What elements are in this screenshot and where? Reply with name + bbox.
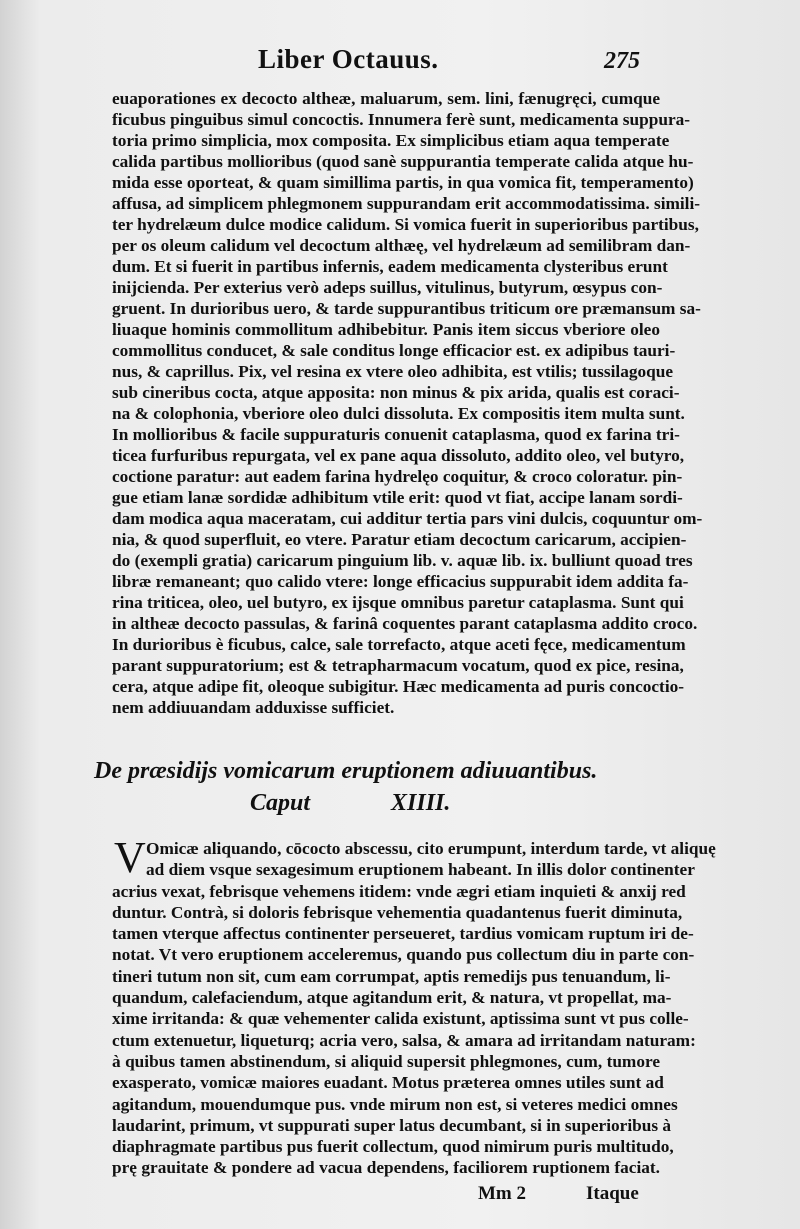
text-line: nem addiuuandam adduxisse sufficiet. xyxy=(112,698,395,717)
text-line: parant suppuratorium; est & tetrapharmacum vocatum, quod ex pice, resina, xyxy=(112,656,684,675)
page-footer xyxy=(0,1183,800,1213)
text-line: in altheæ decocto passulas, & farinâ coquentes parant cataplasma addito croco. xyxy=(112,614,698,633)
text-line: In durioribus è ficubus, calce, sale torrefacto, atque aceti fęce, medicamentum xyxy=(112,635,686,654)
text-line: coctione paratur: aut eadem farina hydrelęo coquitur, & croco coloratur. pin- xyxy=(112,467,683,486)
chapter-text-line: exasperato, vomicæ maiores euadant. Motus præterea omnes utiles sunt ad xyxy=(112,1073,664,1093)
signature-mark: Mm 2 xyxy=(478,1183,527,1204)
chapter-body xyxy=(112,833,716,1179)
catchword: Itaque xyxy=(586,1183,639,1204)
chapter-text-line: ctum extenuetur, liqueturq; acria vero, salsa, & amara ad irritandam naturam: xyxy=(112,1030,696,1050)
text-line: per os oleum calidum vel decoctum althæę, vel hydrelæum ad semilibram dan- xyxy=(112,236,691,255)
chapter-text-line: acrius vexat, febrisque vehemens itidem: vnde ægri etiam inquieti & anxij red xyxy=(112,881,686,901)
body-text xyxy=(112,88,703,718)
chapter-label xyxy=(250,790,550,817)
text-line: gruent. In durioribus uero, & tarde suppurantibus triticum ore præmansum sa- xyxy=(112,299,701,318)
text-line: gue etiam lanæ sordidæ adhibitum vtile erit: quod vt fiat, accipe lanam sordi- xyxy=(112,488,683,507)
text-line: mida esse oporteat, & quam simillima partis, in qua vomica fit, temperamento) xyxy=(112,173,694,192)
drop-cap-letter: V xyxy=(114,833,146,882)
chapter-title: De præsidijs vomicarum eruptionem adiuuantibus. xyxy=(94,758,598,784)
chapter-text-line: diaphragmate partibus pus fuerit collectum, quod nimirum puris multitudo, xyxy=(112,1137,674,1157)
text-line: ter hydrelæum dulce modice calidum. Si vomica fuerit in superioribus partibus, xyxy=(112,215,699,234)
text-line: calida partibus mollioribus (quod sanè suppurantia temperate calida atque hu- xyxy=(112,152,694,171)
chapter-text-line: prę grauitate & pondere ad vacua dependens, faciliorem ruptionem faciat. xyxy=(112,1158,660,1178)
chapter-text-line: notat. Vt vero eruptionem acceleremus, quando pus collectum diu in parte con- xyxy=(112,945,695,965)
chapter-text-line: quandum, calefaciendum, atque agitandum erit, & natura, vt propellat, ma- xyxy=(112,988,672,1008)
page-number: 275 xyxy=(604,48,640,74)
text-line: do (exempli gratia) caricarum pinguium lib. v. aquæ lib. ix. bulliunt quoad tres xyxy=(112,551,693,570)
page-header xyxy=(0,44,800,84)
running-head: Liber Octauus. xyxy=(258,44,439,74)
text-line: euaporationes ex decocto altheæ, maluarum, sem. lini, fænugręci, cumque xyxy=(112,89,660,108)
text-line: libræ remaneant; quo calido vtere: longe efficacius suppurabit idem addita fa- xyxy=(112,572,689,591)
text-line: cera, atque adipe fit, oleoque subigitur. Hæc medicamenta ad puris concoctio- xyxy=(112,677,685,696)
chapter-text-line: ad diem vsque sexagesimum eruptionem habeant. In illis dolor continenter xyxy=(146,860,695,880)
text-line: inijcienda. Per exterius verò adeps suillus, vitulinus, butyrum, œsypus con- xyxy=(112,278,663,297)
caput-word: Caput xyxy=(250,790,311,816)
text-line: dum. Et si fuerit in partibus infernis, eadem medicamenta clysteribus erunt xyxy=(112,257,668,276)
chapter-text-line: Omicæ aliquando, cōcocto abscessu, cito erumpunt, interdum tarde, vt aliquę xyxy=(146,839,716,858)
chapter-text-line: à quibus tamen abstinendum, si aliquid supersit phlegmones, cum, tumore xyxy=(112,1051,660,1071)
text-line: toria primo simplicia, mox composita. Ex simplicibus etiam aqua temperate xyxy=(112,131,670,150)
text-line: sub cineribus cocta, atque apposita: non minus & pix arida, qualis est coraci- xyxy=(112,383,680,402)
chapter-text-line: xime irritanda: & quæ vehementer calida existunt, aptissima sunt vt pus colle- xyxy=(112,1009,689,1029)
text-line: dam modica aqua maceratam, cui additur tertia pars vini dulcis, coquuntur om- xyxy=(112,509,703,528)
text-line: nus, & caprillus. Pix, vel resina ex vtere oleo adhibita, est vtilis; tussilagoque xyxy=(112,362,674,381)
chapter-text-line: agitandum, mouendumque pus. vnde mirum non est, si veteres medici omnes xyxy=(112,1094,678,1114)
text-line: commollitus conducet, & sale conditus longe efficacior est. ex adipibus tauri- xyxy=(112,341,676,360)
text-line: ficubus pinguibus simul concoctis. Innumera ferè sunt, medicamenta suppura- xyxy=(112,110,691,129)
text-line: In mollioribus & facile suppuraturis conuenit cataplasma, quod ex farina tri- xyxy=(112,425,680,444)
chapter-text-line: laudarint, primum, vt suppurati super latus decumbant, si in superioribus à xyxy=(112,1115,672,1135)
caput-number: XIIII. xyxy=(391,790,451,816)
text-line: nia, & quod superfluit, eo vtere. Paratur etiam decoctum caricarum, accipien- xyxy=(112,530,687,549)
chapter-text-line: tineri tutum non sit, cum eam corrumpat, aptis remedijs pus tenuandum, li- xyxy=(112,966,671,986)
text-line: affusa, ad simplicem phlegmonem suppurandam erit accommodatissima. simili- xyxy=(112,194,701,213)
chapter-text-line: tamen vterque affectus continenter perseueret, tardius vomicam ruptum iri de- xyxy=(112,924,694,944)
chapter-text-line: duntur. Contrà, si doloris febrisque vehementia quadantenus fuerit diminuta, xyxy=(112,902,683,922)
text-line: na & colophonia, vberiore oleo dulci dissoluta. Ex compositis item multa sunt. xyxy=(112,404,685,423)
text-line: rina triticea, oleo, uel butyro, ex ijsque omnibus paretur cataplasma. Sunt qui xyxy=(112,593,684,612)
text-line: ticea furfuribus repurgata, vel ex pane aqua dissoluto, addito oleo, vel butyro, xyxy=(112,446,685,465)
text-line: liuaque hominis commollitum adhibebitur. Panis item siccus vberiore oleo xyxy=(112,320,660,339)
